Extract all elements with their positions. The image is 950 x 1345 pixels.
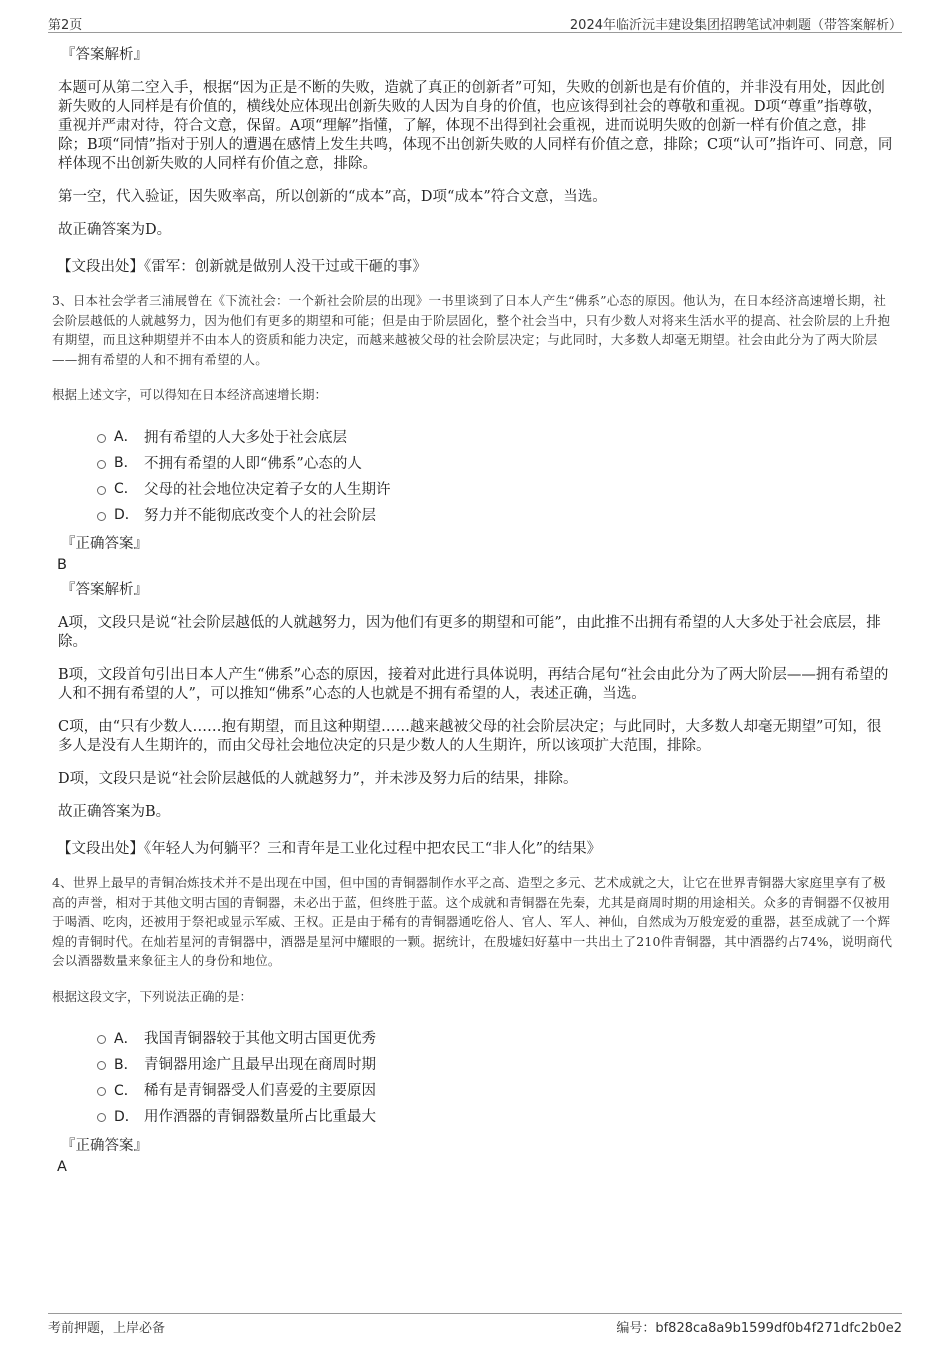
question-4-text: 4、世界上最早的青铜冶炼技术并不是出现在中国，但中国的青铜器制作水平之高、造型之多元、艺术成就之大，让它在世界青铜器大家庭里享有了极高的声誉，相对于其他文明古国的青铜器，未必出于蓝，但终胜于蓝。这个成就和青铜器在先秦，尤其是商周时期的用途相关。众多的青铜器不仅被用于喝酒、吃肉，还被用于祭祀或显示军威、王权。正是由于稀有的青铜器通吃俗人、官人、军人、神仙，自然成为万般宠爱的重器，甚至成就了一个辉煌的青铜时代。在灿若星河的青铜器中，酒器是星河中耀眼的一颗。据统计，在殷墟妇好墓中一共出土了210件青铜器，其中酒器约占74%，说明商代会以酒器数量来象征主人的身份和地位。 bbox=[52, 875, 893, 968]
page-number: 第2页 bbox=[48, 18, 83, 33]
option-letter: C． bbox=[114, 1082, 138, 1099]
question-3-options bbox=[97, 423, 893, 527]
option-a[interactable] bbox=[97, 1025, 893, 1051]
page-header bbox=[48, 12, 902, 33]
document-title: 2024年临沂沅丰建设集团招聘笔试冲刺题（带答案解析） bbox=[569, 18, 902, 33]
option-text: 用作酒器的青铜器数量所占比重最大 bbox=[144, 1109, 376, 1125]
analysis-paragraph: 故正确答案为D。 bbox=[58, 222, 172, 238]
question-4-prompt: 根据这段文字，下列说法正确的是： bbox=[52, 988, 253, 1004]
option-d[interactable] bbox=[97, 1103, 893, 1129]
correct-answer-label: 『正确答案』 bbox=[61, 536, 148, 552]
option-text: 青铜器用途广且最早出现在商周时期 bbox=[144, 1057, 376, 1073]
option-letter: C． bbox=[114, 481, 138, 497]
option-text: 不拥有希望的人即“佛系”心态的人 bbox=[144, 455, 362, 472]
radio-button[interactable] bbox=[97, 1087, 106, 1096]
passage-source: 【文段出处】《年轻人为何躺平？三和青年是工业化过程中把农民工“非人化”的结果》 bbox=[57, 841, 602, 857]
radio-button[interactable] bbox=[97, 512, 106, 521]
footer-slogan: 考前押题，上岸必备 bbox=[48, 1321, 166, 1336]
option-letter: B． bbox=[114, 455, 138, 471]
option-c[interactable] bbox=[97, 1077, 893, 1103]
option-letter: B． bbox=[114, 1056, 138, 1073]
correct-answer-label: 『正确答案』 bbox=[61, 1137, 148, 1154]
analysis-paragraph: 第一空，代入验证，因失败率高，所以创新的“成本”高，D项“成本”符合文意，当选。 bbox=[58, 189, 607, 205]
option-letter: A． bbox=[114, 429, 138, 445]
radio-button[interactable] bbox=[97, 1035, 106, 1044]
page-footer bbox=[48, 1313, 902, 1334]
analysis-paragraph: 本题可从第二空入手，根据“因为正是不断的失败，造就了真正的创新者”可知，失败的创新也是有价值的，并非没有用处，因此创新失败的人同样是有价值的，横线处应体现出创新失败的人因为自身的价值，也应该得到社会的尊敬和重视。D项“尊重”指尊敬，重视并严肃对待，符合文意，保留。A项“理解”指懂，了解，体现不出得到社会重视，进而说明失败的创新一样有价值之意，排除；B项“同情”指对于别人的遭遇在感情上发生共鸣，体现不出创新失败的人同样有价值之意，排除；C项“认可”指许可、同意，同样体现不出创新失败的人同样有价值之意，排除。 bbox=[58, 80, 893, 172]
option-d[interactable] bbox=[97, 501, 893, 527]
analysis-label: 『答案解析』 bbox=[61, 582, 148, 598]
page-content bbox=[52, 44, 893, 1177]
radio-button[interactable] bbox=[97, 1061, 106, 1070]
option-text: 拥有希望的人大多处于社会底层 bbox=[144, 429, 347, 446]
option-text: 父母的社会地位决定着子女的人生期许 bbox=[144, 481, 391, 498]
radio-button[interactable] bbox=[97, 1113, 106, 1122]
analysis-paragraph: D项，文段只是说“社会阶层越低的人就越努力”，并未涉及努力后的结果，排除。 bbox=[58, 771, 578, 787]
option-a[interactable] bbox=[97, 423, 893, 449]
passage-source: 【文段出处】《雷军：创新就是做别人没干过或干砸的事》 bbox=[57, 259, 427, 275]
analysis-paragraph: C项，由“只有少数人……抱有期望，而且这种期望……越来越被父母的社会阶层决定；与此同时，大多数人却毫无期望”可知，很多人是没有人生期许的，而由父母社会地位决定的只是少数人的人生期许，所以该项扩大范围，排除。 bbox=[58, 719, 882, 754]
option-letter: A． bbox=[114, 1030, 138, 1047]
correct-answer: B bbox=[57, 557, 67, 573]
option-text: 努力并不能彻底改变个人的社会阶层 bbox=[144, 507, 376, 524]
question-3-prompt: 根据上述文字，可以得知在日本经济高速增长期： bbox=[52, 387, 328, 402]
option-b[interactable] bbox=[97, 1051, 893, 1077]
option-letter: D． bbox=[114, 507, 139, 523]
question-3-text: 3、日本社会学者三浦展曾在《下流社会：一个新社会阶层的出现》一书里谈到了日本人产生“佛系”心态的原因。他认为，在日本经济高速增长期，社会阶层越低的人就越努力，因为他们有更多的期望和可能；但是由于阶层固化，整个社会当中，只有少数人对将来生活水平的提高、社会阶层的上升抱有期望，而且这种期望并不由本人的资质和能力决定，而越来越被父母的社会阶层决定；与此同时，大多数人却毫无期望。社会由此分为了两大阶层——拥有希望的人和不拥有希望的人。 bbox=[52, 293, 891, 367]
option-text: 稀有是青铜器受人们喜爱的主要原因 bbox=[144, 1083, 376, 1099]
question-4-options bbox=[97, 1025, 893, 1129]
analysis-paragraph: 故正确答案为B。 bbox=[58, 804, 171, 820]
analysis-paragraph: A项，文段只是说“社会阶层越低的人就越努力，因为他们有更多的期望和可能”，由此推不出拥有希望的人大多处于社会底层，排除。 bbox=[58, 615, 881, 650]
analysis-label: 『答案解析』 bbox=[61, 47, 148, 63]
radio-button[interactable] bbox=[97, 486, 106, 495]
analysis-paragraph: B项，文段首句引出日本人产生“佛系”心态的原因，接着对此进行具体说明，再结合尾句“社会由此分为了两大阶层——拥有希望的人和不拥有希望的人”，可以推知“佛系”心态的人也就是不拥有希望的人，表述正确，当选。 bbox=[58, 667, 889, 702]
radio-button[interactable] bbox=[97, 434, 106, 443]
document-id: 编号：bf828ca8a9b1599df0b4f271dfc2b0e2 bbox=[616, 1321, 902, 1336]
option-text: 我国青铜器较于其他文明古国更优秀 bbox=[144, 1031, 376, 1047]
option-b[interactable] bbox=[97, 449, 893, 475]
option-letter: D． bbox=[114, 1108, 139, 1125]
correct-answer: A bbox=[57, 1158, 67, 1175]
radio-button[interactable] bbox=[97, 460, 106, 469]
option-c[interactable] bbox=[97, 475, 893, 501]
